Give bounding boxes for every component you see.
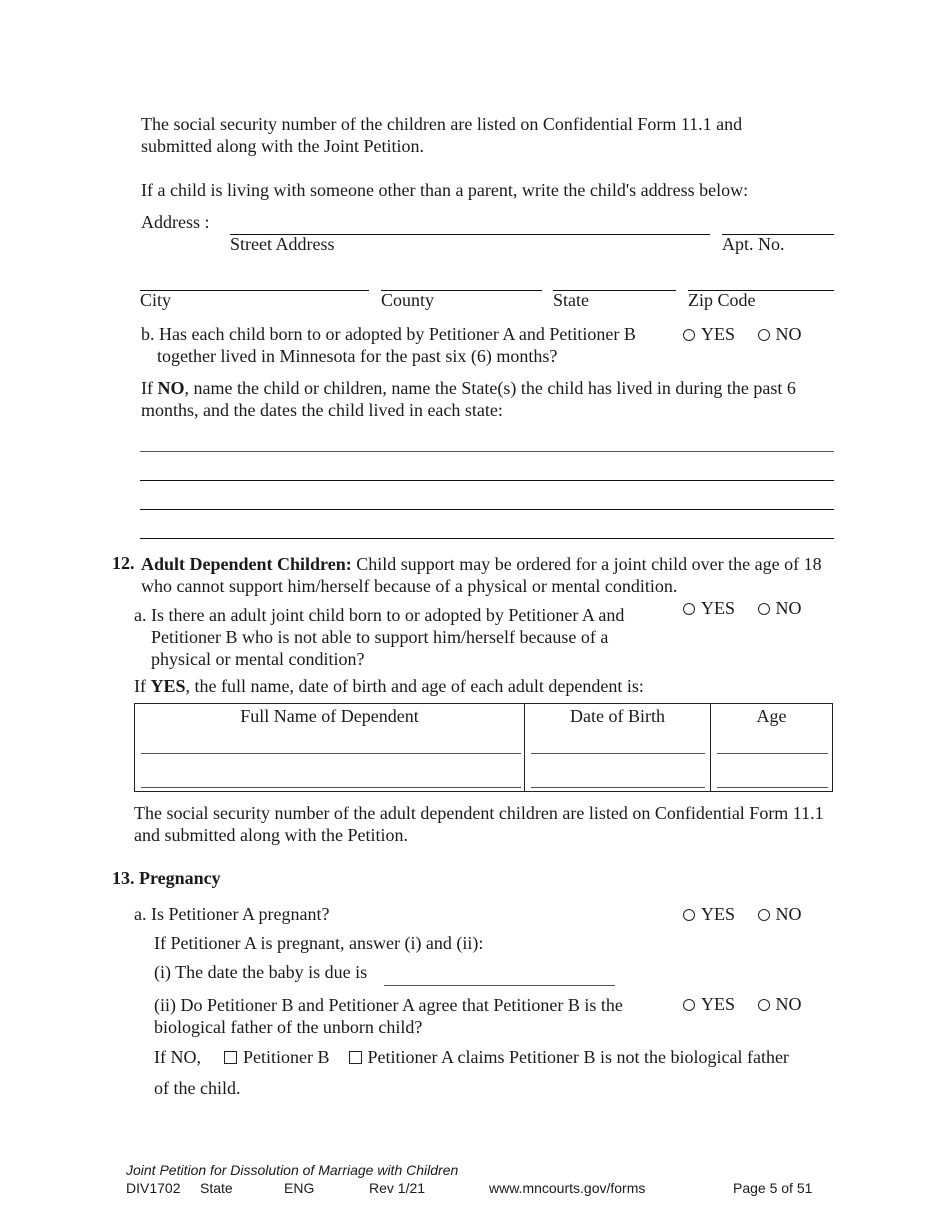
q11b-no-option[interactable]: NO — [758, 324, 802, 345]
radio-circle-icon[interactable] — [683, 909, 695, 921]
radio-circle-icon[interactable] — [683, 999, 695, 1011]
q12a-line1: a. Is there an adult joint child born to or adopted by Petitioner A and — [134, 605, 625, 625]
petitioner-b-label: Petitioner B — [243, 1047, 330, 1067]
footer-website[interactable]: www.mncourts.gov/forms — [489, 1180, 646, 1196]
footer-form-title: Joint Petition for Dissolution of Marriage with Children — [126, 1162, 459, 1178]
apt-no-label: Apt. No. — [722, 234, 785, 254]
city-label: City — [140, 290, 172, 310]
adult-dependent-ssn-note: The social security number of the adult dependent children are listed on Confidential Form 11.1 and submitted along with the Petition. — [134, 803, 824, 845]
header-age: Age — [756, 706, 787, 726]
petitioner-b-checkbox[interactable] — [224, 1051, 237, 1064]
q12a-line2: Petitioner B who is not able to support him/herself because of a — [151, 627, 609, 647]
q13a-radio-group — [683, 904, 820, 925]
age-input-row-2[interactable] — [717, 787, 828, 788]
q11b-line1: b. Has each child born to or adopted by Petitioner A and Petitioner B — [141, 324, 636, 344]
q13-ii-radio-group — [683, 994, 820, 1015]
header-date-of-birth: Date of Birth — [570, 706, 665, 726]
if-pregnant-instructions: If Petitioner A is pregnant, answer (i) and (ii): — [154, 933, 484, 953]
footer-revision: Rev 1/21 — [369, 1180, 426, 1196]
q12a-line3: physical or mental condition? — [151, 649, 365, 669]
radio-circle-icon[interactable] — [758, 329, 770, 341]
header-full-name: Full Name of Dependent — [240, 706, 419, 726]
name-input-row-1[interactable] — [141, 753, 521, 754]
due-date-label: (i) The date the baby is due is — [154, 962, 368, 982]
dob-input-row-2[interactable] — [531, 787, 705, 788]
radio-circle-icon[interactable] — [758, 603, 770, 615]
q11b-yes-option[interactable]: YES — [683, 324, 735, 345]
petitioner-a-claims-checkbox[interactable] — [349, 1051, 362, 1064]
footer-page-number: Page 5 of 51 — [733, 1180, 813, 1196]
zip-code-label: Zip Code — [688, 290, 756, 310]
name-input-row-2[interactable] — [141, 787, 521, 788]
address-label: Address : — [141, 212, 210, 232]
state-label: State — [553, 290, 589, 310]
q13a-question: a. Is Petitioner A pregnant? — [134, 904, 330, 924]
q11b-radio-group — [683, 324, 820, 345]
footer-form-code: DIV1702 — [126, 1180, 181, 1196]
state-history-line-2[interactable] — [140, 480, 834, 481]
state-history-line-4[interactable] — [140, 538, 834, 539]
q12-if-yes: If YES, the full name, date of birth and age of each adult dependent is: — [134, 676, 644, 696]
radio-circle-icon[interactable] — [683, 329, 695, 341]
due-date-input[interactable] — [384, 985, 615, 986]
county-label: County — [381, 290, 435, 310]
q13a-no-option[interactable]: NO — [758, 904, 802, 925]
dob-input-row-1[interactable] — [531, 753, 705, 754]
q12a-radio-group — [683, 598, 820, 619]
q12a-yes-option[interactable]: YES — [683, 598, 735, 619]
section-13-heading: 13. Pregnancy — [112, 868, 221, 888]
footer-language: ENG — [284, 1180, 315, 1196]
q13-ii-yes-option[interactable]: YES — [683, 994, 735, 1015]
children-ssn-note: The social security number of the children are listed on Confidential Form 11.1 and submitted along with the Joint Petition. — [141, 114, 743, 156]
city-input[interactable] — [140, 290, 369, 291]
state-history-line-3[interactable] — [140, 509, 834, 510]
radio-circle-icon[interactable] — [683, 603, 695, 615]
q11b-line2: together lived in Minnesota for the past six (6) months? — [157, 346, 558, 366]
street-address-label: Street Address — [230, 234, 335, 254]
adult-dependent-table — [134, 703, 833, 792]
footer-jurisdiction: State — [200, 1180, 233, 1196]
section-12-number: 12. — [112, 553, 135, 573]
if-no-claim-row: If NO, Petitioner B Petitioner A claims Petitioner B is not the biological father — [154, 1047, 789, 1067]
state-history-line-1[interactable] — [140, 451, 834, 452]
of-the-child: of the child. — [154, 1078, 241, 1098]
age-input-row-1[interactable] — [717, 753, 828, 754]
q13-ii-question: (ii) Do Petitioner B and Petitioner A agree that Petitioner B is the biological father of the unborn child? — [154, 995, 623, 1037]
address-prompt: If a child is living with someone other than a parent, write the child's address below: — [141, 180, 749, 200]
section-12-intro: Adult Dependent Children: Child support may be ordered for a joint child over the age of 18 who cannot support him/herself because of a physical or mental condition. — [141, 554, 822, 596]
q12a-no-option[interactable]: NO — [758, 598, 802, 619]
petitioner-a-claims-label: Petitioner A claims Petitioner B is not the biological father — [367, 1047, 789, 1067]
q13a-yes-option[interactable]: YES — [683, 904, 735, 925]
q13-ii-no-option[interactable]: NO — [758, 994, 802, 1015]
q11b-if-no-instructions: If NO, name the child or children, name the State(s) the child has lived in during the past 6 months, and the dates the child lived in each state: — [141, 378, 796, 420]
radio-circle-icon[interactable] — [758, 999, 770, 1011]
radio-circle-icon[interactable] — [758, 909, 770, 921]
